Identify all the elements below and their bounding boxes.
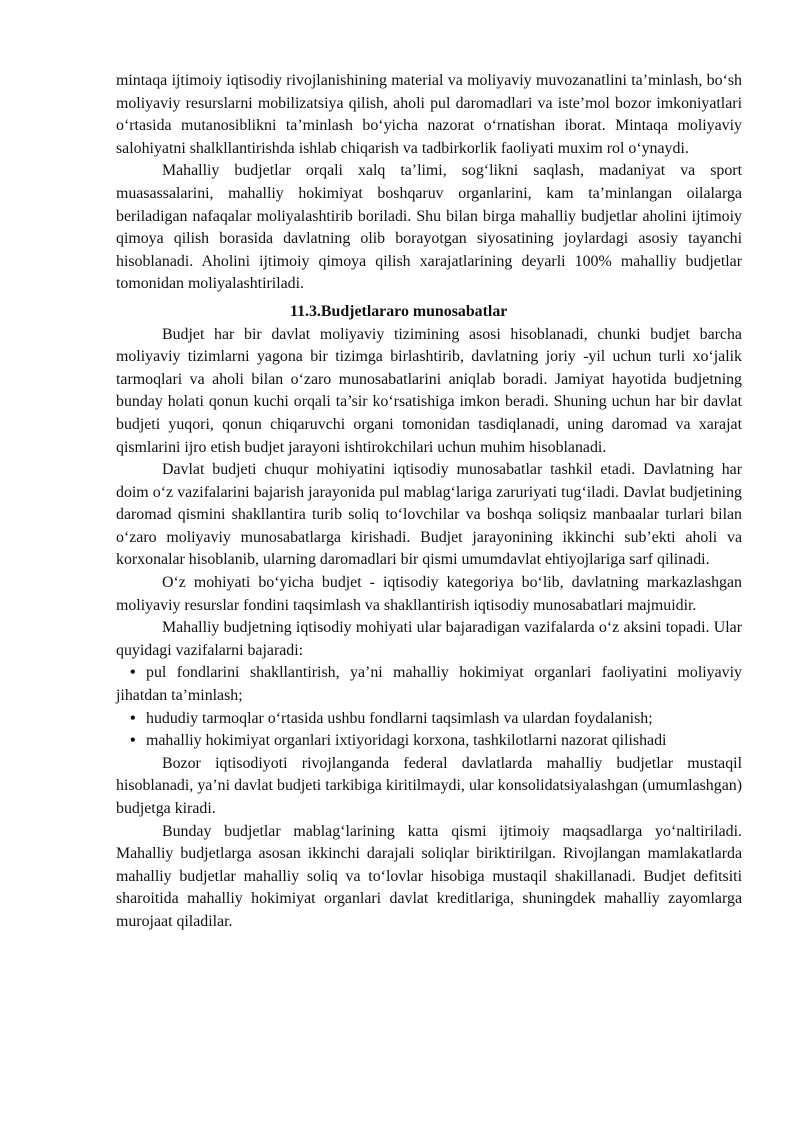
paragraph-intro: mintaqa ijtimoiy iqtisodiy rivojlanishining material va moliyaviy muvozanatlini ta’minlash, bo‘sh moliyaviy resurslarni mobilizatsiya qilish, aholi pul daromadlari va iste’mol bozor imkoniyatlari o‘rtasida mutanosiblikni ta’minlash bo‘yicha nazorat o‘rnatishan iborat. Mintaqa moliyaviy salohiyatni shalkllantirishda ishlab chiqarish va tadbirkorlik faoliyati muxim rol o‘ynaydi. [116, 72, 742, 157]
list-item [116, 662, 742, 707]
list-item [116, 708, 742, 731]
bullet-icon: • [130, 664, 136, 682]
paragraph-budget-essence: O‘z mohiyati bo‘yicha budjet - iqtisodiy kategoriya bo‘lib, davlatning markazlashgan moliyaviy resurslar fondini taqsimlash va shakllantirish iqtisodiy munosabatlari majmuidir. [116, 574, 742, 614]
section-heading: 11.3.Budjetlararo munosabatlar [290, 302, 508, 320]
paragraph-budget-basis: Budjet har bir davlat moliyaviy tizimining asosi hisoblanadi, chunki budjet barcha moliyaviy tizimlarni yagona bir tizimga birlashtirib, davlatning joriy -yil uchun turli xo‘jalik tarmoqlari va aholi bilan o‘zaro munosabatlarini aniqlab boradi. Jamiyat hayotida budjetning bunday holati qonun kuchi orqali ta’sir ko‘rsatishiga imkon beradi. Shuning uchun har bir davlat budjeti yuqori, qonun chiqaruvchi organi tomonidan tasdiqlanadi, uning daromad va xarajat qismlarini ijro etish budjet jarayoni ishtirokchilari uchun muhim hisoblanadi. [116, 325, 742, 456]
paragraph-local-budgets: Mahalliy budjetlar orqali xalq ta’limi, sog‘likni saqlash, madaniyat va sport muasassalarini, mahalliy hokimiyat boshqaruv organlarini, kam ta’minlangan oilalarga beriladigan nafaqalar moliyalashtirib boriladi. Shu bilan birga mahalliy budjetlar aholini ijtimoiy qimoya qilish borasida davlatning olib borayotgan siyosatining joylardagi asosiy tayanchi hisoblanadi. Aholini ijtimoiy qimoya qilish xarajatlarining deyarli 100% mahalliy budjetlar tomonidan moliyalashtiriladi. [116, 162, 742, 293]
bullet-icon: • [130, 709, 136, 727]
list-item-text: mahalliy hokimiyat organlari ixtiyoridagi korxona, tashkilotlarni nazorat qilishadi [146, 732, 667, 750]
document-page [116, 70, 742, 934]
paragraph-social-purposes: Bunday budjetlar mablag‘larining katta qismi ijtimoiy maqsadlarga yo‘naltiriladi. Mahalliy budjetlarga asosan ikkinchi darajali soliqlar biriktirilgan. Rivojlangan mamlakatlarda mahalliy budjetlar mahalliy soliq va to‘lovlar hisobiga mustaqil shakillanadi. Budjet defitsiti sharoitida mahalliy hokimiyat organlari davlat kreditlariga, shuningdek mahalliy zayomlarga murojaat qiladilar. [116, 822, 742, 930]
paragraph-local-functions: Mahalliy budjetning iqtisodiy mohiyati ular bajaradigan vazifalarda o‘z aksini topadi. Ular quyidagi vazifalarni bajaradi: [116, 619, 742, 659]
bullet-icon: • [130, 732, 136, 750]
paragraph-federal-states: Bozor iqtisodiyoti rivojlanganda federal davlatlarda mahalliy budjetlar mustaqil hisoblanadi, ya’ni davlat budjeti tarkibiga kiritilmaydi, ular konsolidatsiyalashgan (umumlashgan) budjetga kiradi. [116, 754, 742, 817]
list-item-text: hududiy tarmoqlar o‘rtasida ushbu fondlarni taqsimlash va ulardan foydalanish; [146, 709, 653, 727]
list-item-text: pul fondlarini shakllantirish, ya’ni mahalliy hokimiyat organlari faoliyatini moliyaviy jihatdan ta’minlash; [116, 664, 742, 705]
paragraph-economic-relations: Davlat budjeti chuqur mohiyatini iqtisodiy munosabatlar tashkil etadi. Davlatning har doim o‘z vazifalarini bajarish jarayonida pul mablag‘lariga zaruriyati tug‘iladi. Davlat budjetining daromad qismini shakllantira turib soliq to‘lovchilar va boshqa soliqsiz manbaalar turlari bilan o‘zaro moliyaviy munosabatlarga kirishadi. Budjet jarayonining ikkinchi sub’ekti aholi va korxonalar hisoblanib, ularning daromadlari bir qismi umumdavlat ehtiyojlariga sarf qilinadi. [116, 461, 742, 569]
list-item [116, 730, 742, 753]
